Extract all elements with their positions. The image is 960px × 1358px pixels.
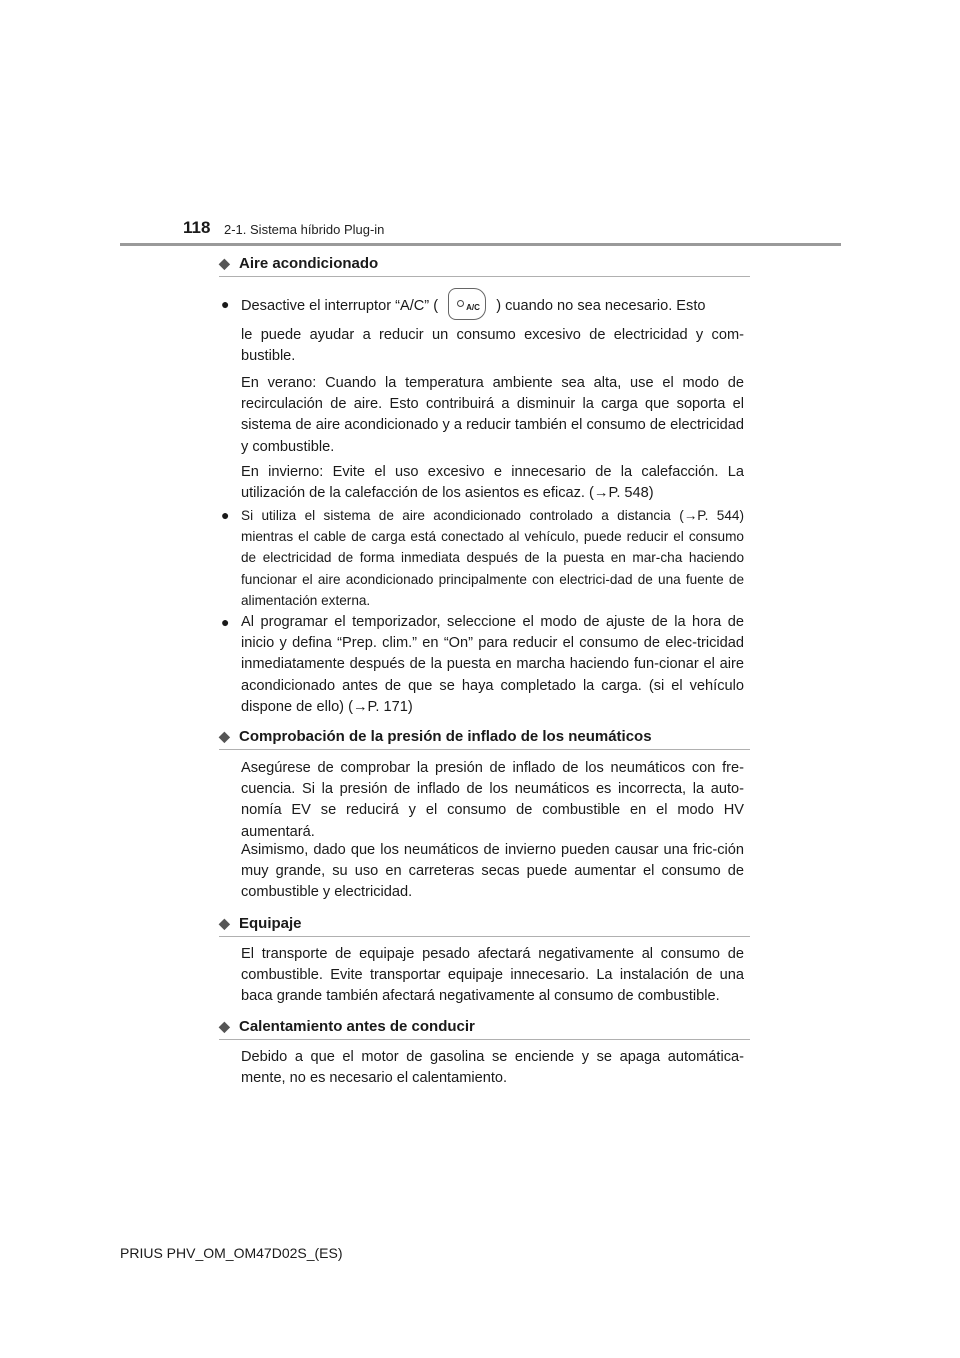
paragraph-equipaje: El transporte de equipaje pesado afectará negativamente al consumo de combustible. Evite transportar equipaje innecesario. La instalación de una baca grande también afectará negativamente al consumo de combustible. <box>241 946 744 1005</box>
paragraph-ac-1: Desactive el interruptor “A/C” ( A/C ) cuando no sea necesario. Esto <box>241 290 744 322</box>
paragraph-presion-1: Asegúrese de comprobar la presión de inflado de los neumáticos con fre-cuencia. Si la presión de inflado de los neumáticos es incorrecta, la auto-nomía EV se reducirá y el consumo de combustible en el modo HV aumentará. <box>241 760 744 840</box>
diamond-icon: ◆ <box>219 728 230 744</box>
header-rule <box>120 243 841 246</box>
footer-doc-code: PRIUS PHV_OM_OM47D02S_(ES) <box>120 1245 343 1261</box>
bullet-icon: ● <box>221 614 230 630</box>
section-reference: 2-1. Sistema híbrido Plug-in <box>224 222 385 237</box>
heading-rule <box>219 936 750 937</box>
paragraph-ac-1-cont: le puede ayudar a reducir un consumo excesivo de electricidad y com-bustible. <box>241 327 744 365</box>
heading-presion-neumaticos <box>219 728 750 745</box>
diamond-icon: ◆ <box>219 255 230 271</box>
heading-text: Calentamiento antes de conducir <box>239 1018 475 1035</box>
ac-button-icon: A/C <box>448 288 486 320</box>
heading-aire-acondicionado <box>219 255 750 272</box>
paragraph-presion-2: Asimismo, dado que los neumáticos de invierno pueden causar una fric-ción muy grande, su uso en carreteras secas puede aumentar el consumo de combustible y electricidad. <box>241 842 744 901</box>
heading-rule <box>219 1039 750 1040</box>
heading-rule <box>219 749 750 750</box>
heading-text: Comprobación de la presión de inflado de los neumáticos <box>239 728 652 745</box>
diamond-icon: ◆ <box>219 1018 230 1034</box>
paragraph-timer: Al programar el temporizador, seleccione el modo de ajuste de la hora de inicio y defina “Prep. clim.” en “On” para reducir el consumo de elec-tricidad inmediatamente después de la puesta en marcha haciendo fun-cionar el aire acondicionado antes de que se haya completado la carga. (si el vehículo dispone de ello) (→P. 171) <box>241 614 744 715</box>
heading-rule <box>219 276 750 277</box>
paragraph-calentamiento: Debido a que el motor de gasolina se enciende y se apaga automática-mente, no es necesario el calentamiento. <box>241 1049 744 1087</box>
paragraph-verano: En verano: Cuando la temperatura ambiente sea alta, use el modo de recirculación de aire. Esto contribuirá a disminuir la carga que soporta el sistema de aire acondicionado y a reducir también el consumo de electricidad y combustible. <box>241 375 744 455</box>
bullet-icon: ● <box>221 296 230 312</box>
heading-calentamiento <box>219 1018 750 1035</box>
bullet-icon: ● <box>221 507 230 523</box>
paragraph-invierno: En invierno: Evite el uso excesivo e innecesario de la calefacción. La utilización de la calefacción de los asientos es eficaz. (→P. 548) <box>241 464 744 502</box>
page-number: 118 <box>183 218 211 237</box>
heading-text: Equipaje <box>239 915 302 932</box>
paragraph-remote-ac: Si utiliza el sistema de aire acondicionado controlado a distancia (→P. 544) mientras el cable de carga está conectado al vehículo, puede reducir el consumo de electricidad de forma inmediata después de la puesta en mar-cha haciendo funcionar el aire acondicionado principalmente con electrici-dad de una fuente de alimentación externa. <box>241 508 744 608</box>
heading-equipaje <box>219 915 750 932</box>
heading-text: Aire acondicionado <box>239 255 379 272</box>
diamond-icon: ◆ <box>219 915 230 931</box>
